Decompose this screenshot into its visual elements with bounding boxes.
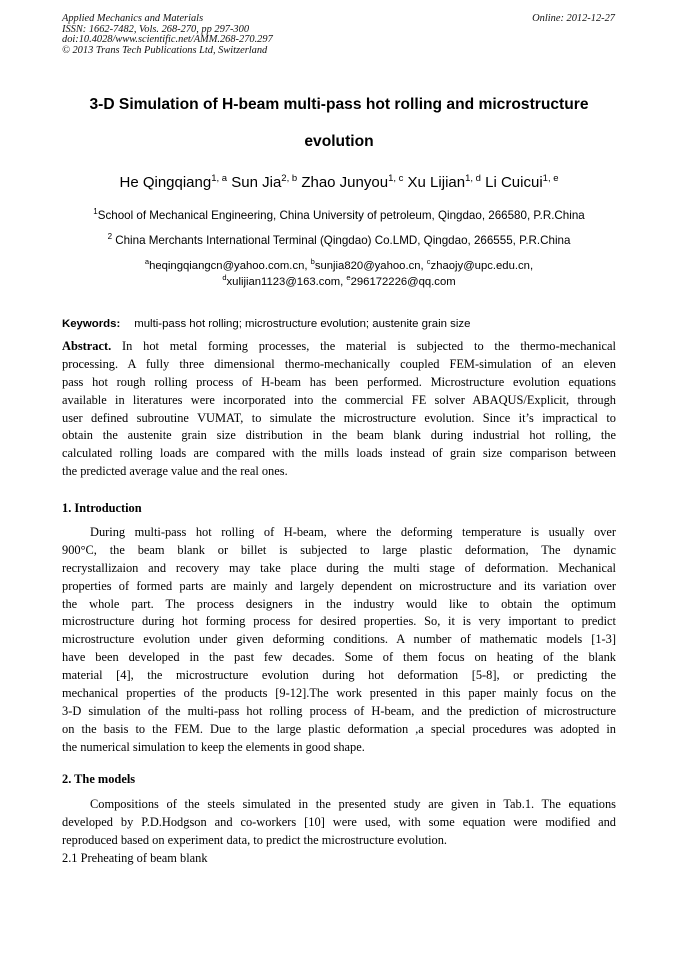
body-line: recrystallizaion and recovery may take place during the multi stage of deformation. Mechanical (62, 560, 616, 575)
body-line: properties of formed parts are mainly and largely dependent on microstructure and its variation over (62, 578, 616, 593)
section-heading-introduction: 1. Introduction (62, 501, 142, 515)
body-line: reproduced based on experiment data, to predict the microstructure evolution. (62, 832, 448, 847)
author: Sun Jia$^{2, b}$ (231, 173, 298, 191)
body-line: on the basis to the FEM. Due to the large plastic deformation ,a special procedures was adopted in (62, 721, 616, 736)
keywords (62, 318, 470, 330)
author-list (40, 174, 638, 191)
email-link[interactable]: heqingqiangcn@yahoo.com.cn, (149, 260, 311, 272)
copyright-line: © 2013 Trans Tech Publications Ltd, Switzerland (62, 44, 268, 56)
journal-header (62, 14, 273, 56)
email-link[interactable]: sunjia820@yahoo.cn, (314, 260, 427, 272)
author: Xu Lijian$^{1, d}$ (407, 173, 481, 191)
body-line: developed by P.D.Hodgson and co-workers [10] were used, with some equation were modified and (62, 814, 616, 829)
abstract-label: Abstract. (62, 339, 112, 353)
abstract-line: Abstract. In hot metal forming processes, the material is subjected to the thermo-mechanical (62, 339, 616, 353)
abstract-line: user defined subroutine VUMAT, to simulate the microstructure evolution. Since it’s impractical to (62, 410, 616, 425)
affiliation-2: $^2$ China Merchants International Terminal (Qingdao) Co.LMD, Qingdao, 266555, P.R.China (107, 232, 571, 247)
subsection-heading: 2.1 Preheating of beam blank (62, 851, 208, 865)
body-line: material [4], the microstructure evolution during hot deformation [5-8], or predicting the (62, 668, 616, 683)
keywords-text: multi-pass hot rolling; microstructure evolution; austenite grain size (134, 318, 471, 330)
author: Zhao Junyou$^{1, c}$ (301, 173, 404, 191)
abstract-line: processing. A fully three dimensional thermo-mechanically coupled FEM-simulation of an eleven (62, 356, 616, 371)
abstract-line: the predicted average value and the real ones. (62, 464, 288, 479)
body-line: mechanical properties of the products [9-12].The work presented in this paper mainly focus on the (62, 686, 616, 701)
email-line-1: $^a$heqingqiangcn@yahoo.com.cn, $^b$sunjia820@yahoo.cn, $^c$zhaojy@upc.edu.cn, (144, 257, 534, 272)
introduction-body (62, 524, 616, 757)
email-link[interactable]: 296172226@qq.com (350, 276, 456, 288)
body-line: 900°C, the beam blank or billet is subjected to large plastic deformation, The dynamic (62, 542, 616, 557)
abstract-line: calculated rolling loads are compared with the mills loads instead of grain size comparison between (62, 446, 616, 461)
journal-name: Applied Mechanics and Materials (62, 13, 204, 24)
abstract (62, 338, 616, 481)
body-line: have been developed in the past few decades. Some of them focus on heating of the blank (62, 650, 616, 665)
author: Li Cuicui$^{1, e}$ (485, 173, 559, 191)
abstract-line: obtain the austenite grain size distribution in the beam blank during industrial hot rolling, the (62, 428, 616, 443)
body-line: microstructure evolution under given deforming conditions. A number of mathematic models [1-3] (62, 632, 616, 647)
email-line-2: $^d$xulijian1123@163.com, $^e$296172226@qq.com (222, 273, 456, 288)
keywords-label: Keywords: (62, 318, 121, 330)
abstract-line: pass hot rough rolling process of H-beam has been performed. Microstructure evolution equations (62, 374, 616, 389)
models-body (62, 796, 616, 850)
paper-title-line-1: 3-D Simulation of H-beam multi-pass hot rolling and microstructure (89, 96, 589, 113)
body-line: microstructure during hot forming process for desired properties. So, it is very important to predict (62, 614, 616, 629)
section-heading-models: 2. The models (62, 772, 136, 786)
body-line: the numerical simulation to keep the elements in good shape. (62, 739, 365, 754)
doi-line: doi:10.4028/www.scientific.net/AMM.268-270.297 (62, 34, 273, 46)
body-line: 3-D simulation of the multi-pass hot rolling process of H-beam, and the prediction of microstructure (62, 703, 616, 718)
author: He Qingqiang$^{1, a}$ (119, 173, 228, 191)
issn-line: ISSN: 1662-7482, Vols. 268-270, pp 297-300 (62, 23, 250, 35)
body-line: Compositions of the steels simulated in the presented study are given in Tab.1. The equations (90, 797, 616, 811)
paper-title-line-2: evolution (304, 133, 374, 150)
abstract-line: available in literatures were incorporated into the commercial FE solver ABAQUS/Explicit, through (62, 392, 616, 407)
email-link[interactable]: xulijian1123@163.com, (226, 276, 347, 288)
affiliation-1: $^1$School of Mechanical Engineering, China University of petroleum, Qingdao, 266580, P.R.China (93, 207, 585, 222)
email-link[interactable]: zhaojy@upc.edu.cn, (430, 260, 534, 272)
online-date: Online: 2012-12-27 (532, 13, 615, 24)
body-line: the whole part. The process designers in the industry would like to obtain the optimum (62, 596, 616, 611)
body-line: During multi-pass hot rolling of H-beam, where the deforming temperature is usually over (90, 525, 616, 539)
